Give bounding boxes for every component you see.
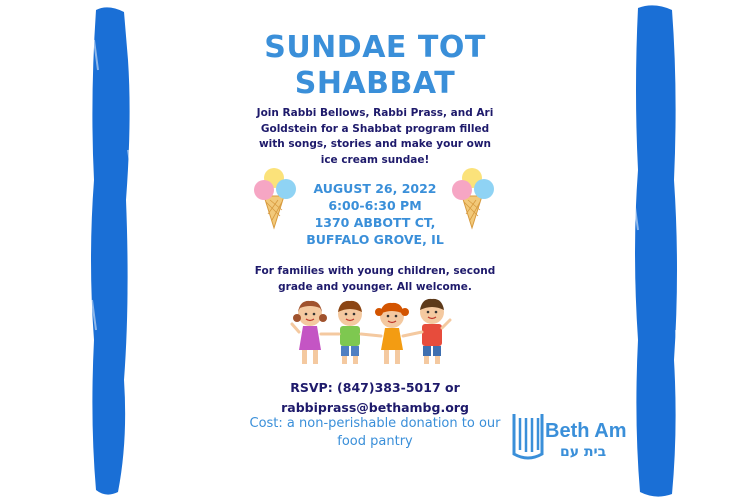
event-address-line-2: BUFFALO GROVE, IL bbox=[306, 232, 444, 247]
audience-line: grade and younger. All welcome. bbox=[278, 280, 472, 293]
logo-hebrew-name: בית עם bbox=[560, 444, 607, 460]
left-brush-stripe bbox=[88, 0, 136, 500]
right-brush-stripe bbox=[632, 0, 682, 500]
ice-cream-cone-icon bbox=[250, 166, 302, 230]
child-figure bbox=[420, 299, 444, 364]
cost-line: Cost: a non-perishable donation to our bbox=[249, 416, 501, 431]
intro-line: Goldstein for a Shabbat program filled bbox=[260, 122, 490, 135]
event-address-line-1: 1370 ABBOTT CT, bbox=[314, 215, 436, 230]
child-figure bbox=[375, 303, 409, 364]
children-holding-hands-illustration bbox=[290, 298, 460, 370]
logo-name: Beth Am bbox=[545, 420, 627, 442]
child-figure bbox=[338, 301, 362, 364]
cost-info bbox=[200, 415, 550, 451]
cost-line: food pantry bbox=[337, 434, 413, 449]
rsvp-info bbox=[200, 378, 550, 418]
intro-line: Join Rabbi Bellows, Rabbi Prass, and Ari bbox=[256, 107, 494, 119]
flyer-title bbox=[200, 30, 550, 102]
event-time: 6:00-6:30 PM bbox=[328, 198, 422, 213]
title-line-2: SHABBAT bbox=[294, 66, 456, 101]
audience-line: For families with young children, second bbox=[254, 265, 496, 277]
beth-am-logo-icon bbox=[510, 410, 546, 466]
intro-line: with songs, stories and make your own bbox=[258, 138, 492, 150]
intro-text bbox=[200, 106, 550, 168]
rsvp-email[interactable]: rabbiprass@bethambg.org bbox=[281, 400, 469, 415]
intro-line: ice cream sundae! bbox=[320, 153, 430, 166]
event-date: AUGUST 26, 2022 bbox=[313, 181, 437, 196]
title-line-1: SUNDAE TOT bbox=[264, 30, 486, 65]
ice-cream-cone-icon bbox=[448, 166, 500, 230]
rsvp-phone: RSVP: (847)383-5017 or bbox=[290, 380, 460, 395]
audience-text bbox=[200, 264, 550, 295]
